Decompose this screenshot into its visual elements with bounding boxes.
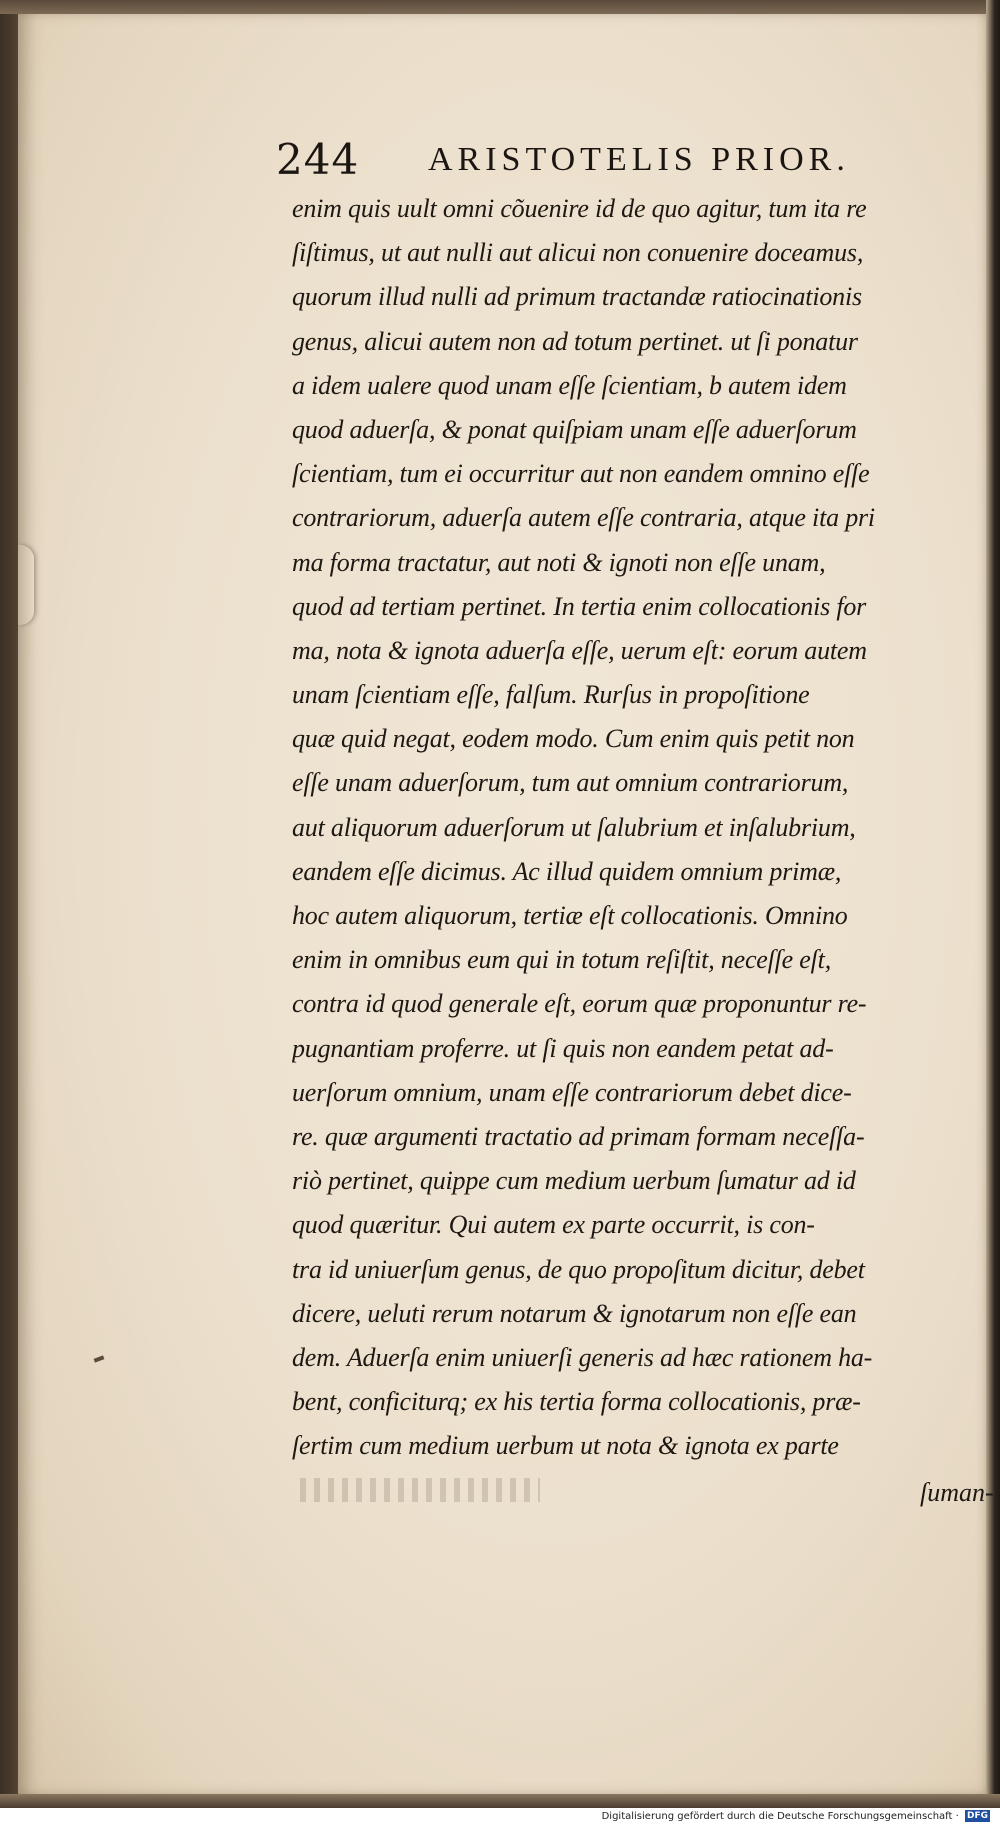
credit-text: Digitalisierung gefördert durch die Deutsche Forschungsgemeinschaft · bbox=[601, 1811, 959, 1822]
text-line: contrariorum, aduerſa autem eſſe contraria, atque ita pri bbox=[292, 503, 875, 533]
text-line: enim in omnibus eum qui in totum reſiſtit, neceſſe eſt, bbox=[292, 945, 831, 975]
text-line: ſcientiam, tum ei occurritur aut non eandem omnino eſſe bbox=[292, 459, 870, 489]
text-line: ſertim cum medium uerbum ut nota & ignota ex parte bbox=[292, 1431, 839, 1461]
text-line: eſſe unam aduerſorum, tum aut omnium contrariorum, bbox=[292, 768, 849, 798]
text-line: dicere, ueluti rerum notarum & ignotarum non eſſe ean bbox=[292, 1298, 857, 1328]
text-line: ma forma tractatur, aut noti & ignoti non eſſe unam, bbox=[292, 547, 826, 577]
text-line: ſiſtimus, ut aut nulli aut alicui non conuenire doceamus, bbox=[292, 238, 864, 268]
book-top-edge bbox=[0, 0, 1000, 14]
book-bottom-edge bbox=[0, 1794, 1000, 1808]
text-line: quod aduerſa, & ponat quiſpiam unam eſſe aduerſorum bbox=[292, 414, 857, 444]
book-fore-edge bbox=[986, 0, 1000, 1808]
text-line: re. quæ argumenti tractatio ad primam formam neceſſa- bbox=[292, 1121, 865, 1151]
text-line: quorum illud nulli ad primum tractandæ ratiocinationis bbox=[292, 282, 862, 312]
text-line: tra id uniuerſum genus, de quo propoſitum dicitur, debet bbox=[292, 1254, 865, 1284]
text-line: riò pertinet, quippe cum medium uerbum ſumatur ad id bbox=[292, 1166, 856, 1196]
text-line: eandem eſſe dicimus. Ac illud quidem omnium primæ, bbox=[292, 856, 842, 886]
text-line: hoc autem aliquorum, tertiæ eſt collocationis. Omnino bbox=[292, 901, 848, 930]
text-line: ma, nota & ignota aduerſa eſſe, uerum eſt: eorum autem bbox=[292, 635, 867, 665]
text-line: bent, conficiturq; ex his tertia forma collocationis, præ- bbox=[292, 1387, 861, 1417]
text-line: dem. Aduerſa enim uniuerſi generis ad hæc rationem ha- bbox=[292, 1342, 873, 1372]
page-edge-tab bbox=[18, 545, 34, 625]
text-line: a idem ualere quod unam eſſe ſcientiam, b autem idem bbox=[292, 370, 847, 400]
ink-smudge bbox=[300, 1478, 540, 1502]
text-line: unam ſcientiam eſſe, falſum. Rurſus in propoſitione bbox=[292, 680, 810, 710]
dfg-logo: DFG bbox=[966, 1811, 988, 1821]
text-line: pugnantiam proferre. ut ſi quis non eandem petat ad- bbox=[292, 1033, 834, 1063]
text-line: enim quis uult omni cõuenire id de quo agitur, tum ita re bbox=[292, 194, 867, 223]
text-line: contra id quod generale eſt, eorum quæ proponuntur re- bbox=[292, 989, 867, 1019]
running-head: ARISTOTELIS PRIOR. bbox=[428, 141, 850, 178]
page-number: 244 bbox=[276, 135, 360, 184]
text-line: quæ quid negat, eodem modo. Cum enim quis petit non bbox=[292, 724, 855, 754]
text-line: quod quæritur. Qui autem ex parte occurrit, is con- bbox=[292, 1210, 815, 1240]
text-line: genus, alicui autem non ad totum pertinet. ut ſi ponatur bbox=[292, 326, 858, 356]
text-line: uerſorum omnium, unam eſſe contrariorum debet dice- bbox=[292, 1077, 852, 1107]
digitization-credit bbox=[602, 1810, 990, 1824]
text-line: aut aliquorum aduerſorum ut ſalubrium et inſalubrium, bbox=[292, 812, 856, 842]
catchword: ſuman- bbox=[920, 1478, 994, 1507]
page-header bbox=[276, 132, 976, 188]
body-text bbox=[292, 187, 982, 1468]
text-line: quod ad tertiam pertinet. In tertia enim collocationis for bbox=[292, 591, 867, 621]
